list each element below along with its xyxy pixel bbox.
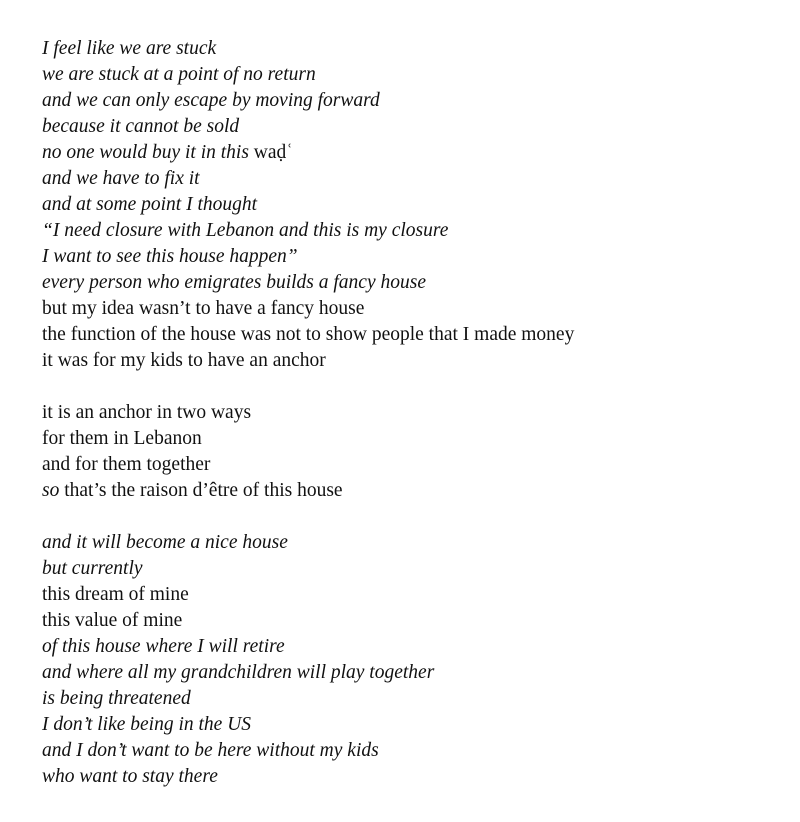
roman-text: it was for my kids to have an anchor: [42, 350, 326, 371]
stanza: [42, 36, 782, 374]
poem-line: [42, 192, 782, 218]
poem-line: [42, 582, 782, 608]
italic-text: so: [42, 480, 60, 501]
poem-line: [42, 166, 782, 192]
italic-text: because it cannot be sold: [42, 116, 240, 137]
poem-line: [42, 712, 782, 738]
italic-text: and it will become a nice house: [42, 532, 288, 553]
poem-line: [42, 738, 782, 764]
poem-line: [42, 660, 782, 686]
poem-line: [42, 686, 782, 712]
roman-text: for them in Lebanon: [42, 428, 202, 449]
poem-text: [42, 36, 782, 790]
roman-text: and for them together: [42, 454, 211, 475]
poem-line: [42, 530, 782, 556]
italic-text: and we have to fix it: [42, 168, 200, 189]
italic-text: I don’t like being in the US: [42, 714, 252, 735]
italic-text: every person who emigrates builds a fancy house: [42, 272, 426, 293]
poem-line: [42, 348, 782, 374]
italic-text: and I don’t want to be here without my kids: [42, 740, 379, 761]
roman-text: that’s the raison d’être of this house: [59, 480, 343, 501]
poem-line: [42, 296, 782, 322]
roman-text: this value of mine: [42, 610, 183, 631]
roman-text: the function of the house was not to show people that I made money: [42, 324, 575, 345]
poem-line: [42, 114, 782, 140]
poem-line: [42, 218, 782, 244]
stanza: [42, 530, 782, 790]
poem-line: [42, 478, 782, 504]
roman-text: it is an anchor in two ways: [42, 402, 252, 423]
italic-text: is being threatened: [42, 688, 191, 709]
roman-text: this dream of mine: [42, 584, 189, 605]
italic-text: I want to see this house happen”: [42, 246, 298, 267]
poem-line: [42, 400, 782, 426]
italic-text: but currently: [42, 558, 143, 579]
poem-line: [42, 322, 782, 348]
italic-text: “I need closure with Lebanon and this is my closure: [42, 220, 449, 241]
poem-line: [42, 36, 782, 62]
italic-text: and where all my grandchildren will play together: [42, 662, 435, 683]
poem-line: [42, 88, 782, 114]
italic-text: and at some point I thought: [42, 194, 258, 215]
roman-text: waḍʿ: [253, 142, 293, 163]
poem-line: [42, 452, 782, 478]
italic-text: we are stuck at a point of no return: [42, 64, 316, 85]
poem-line: [42, 634, 782, 660]
roman-text: but my idea wasn’t to have a fancy house: [42, 298, 365, 319]
italic-text: who want to stay there: [42, 766, 218, 787]
poem-line: [42, 140, 782, 166]
poem-line: [42, 426, 782, 452]
poem-line: [42, 270, 782, 296]
italic-text: I feel like we are stuck: [42, 38, 217, 59]
italic-text: and we can only escape by moving forward: [42, 90, 380, 111]
stanza: [42, 400, 782, 504]
italic-text: no one would buy it in this: [42, 142, 254, 163]
poem-line: [42, 608, 782, 634]
poem-line: [42, 244, 782, 270]
poem-line: [42, 764, 782, 790]
poem-line: [42, 556, 782, 582]
italic-text: of this house where I will retire: [42, 636, 285, 657]
poem-line: [42, 62, 782, 88]
